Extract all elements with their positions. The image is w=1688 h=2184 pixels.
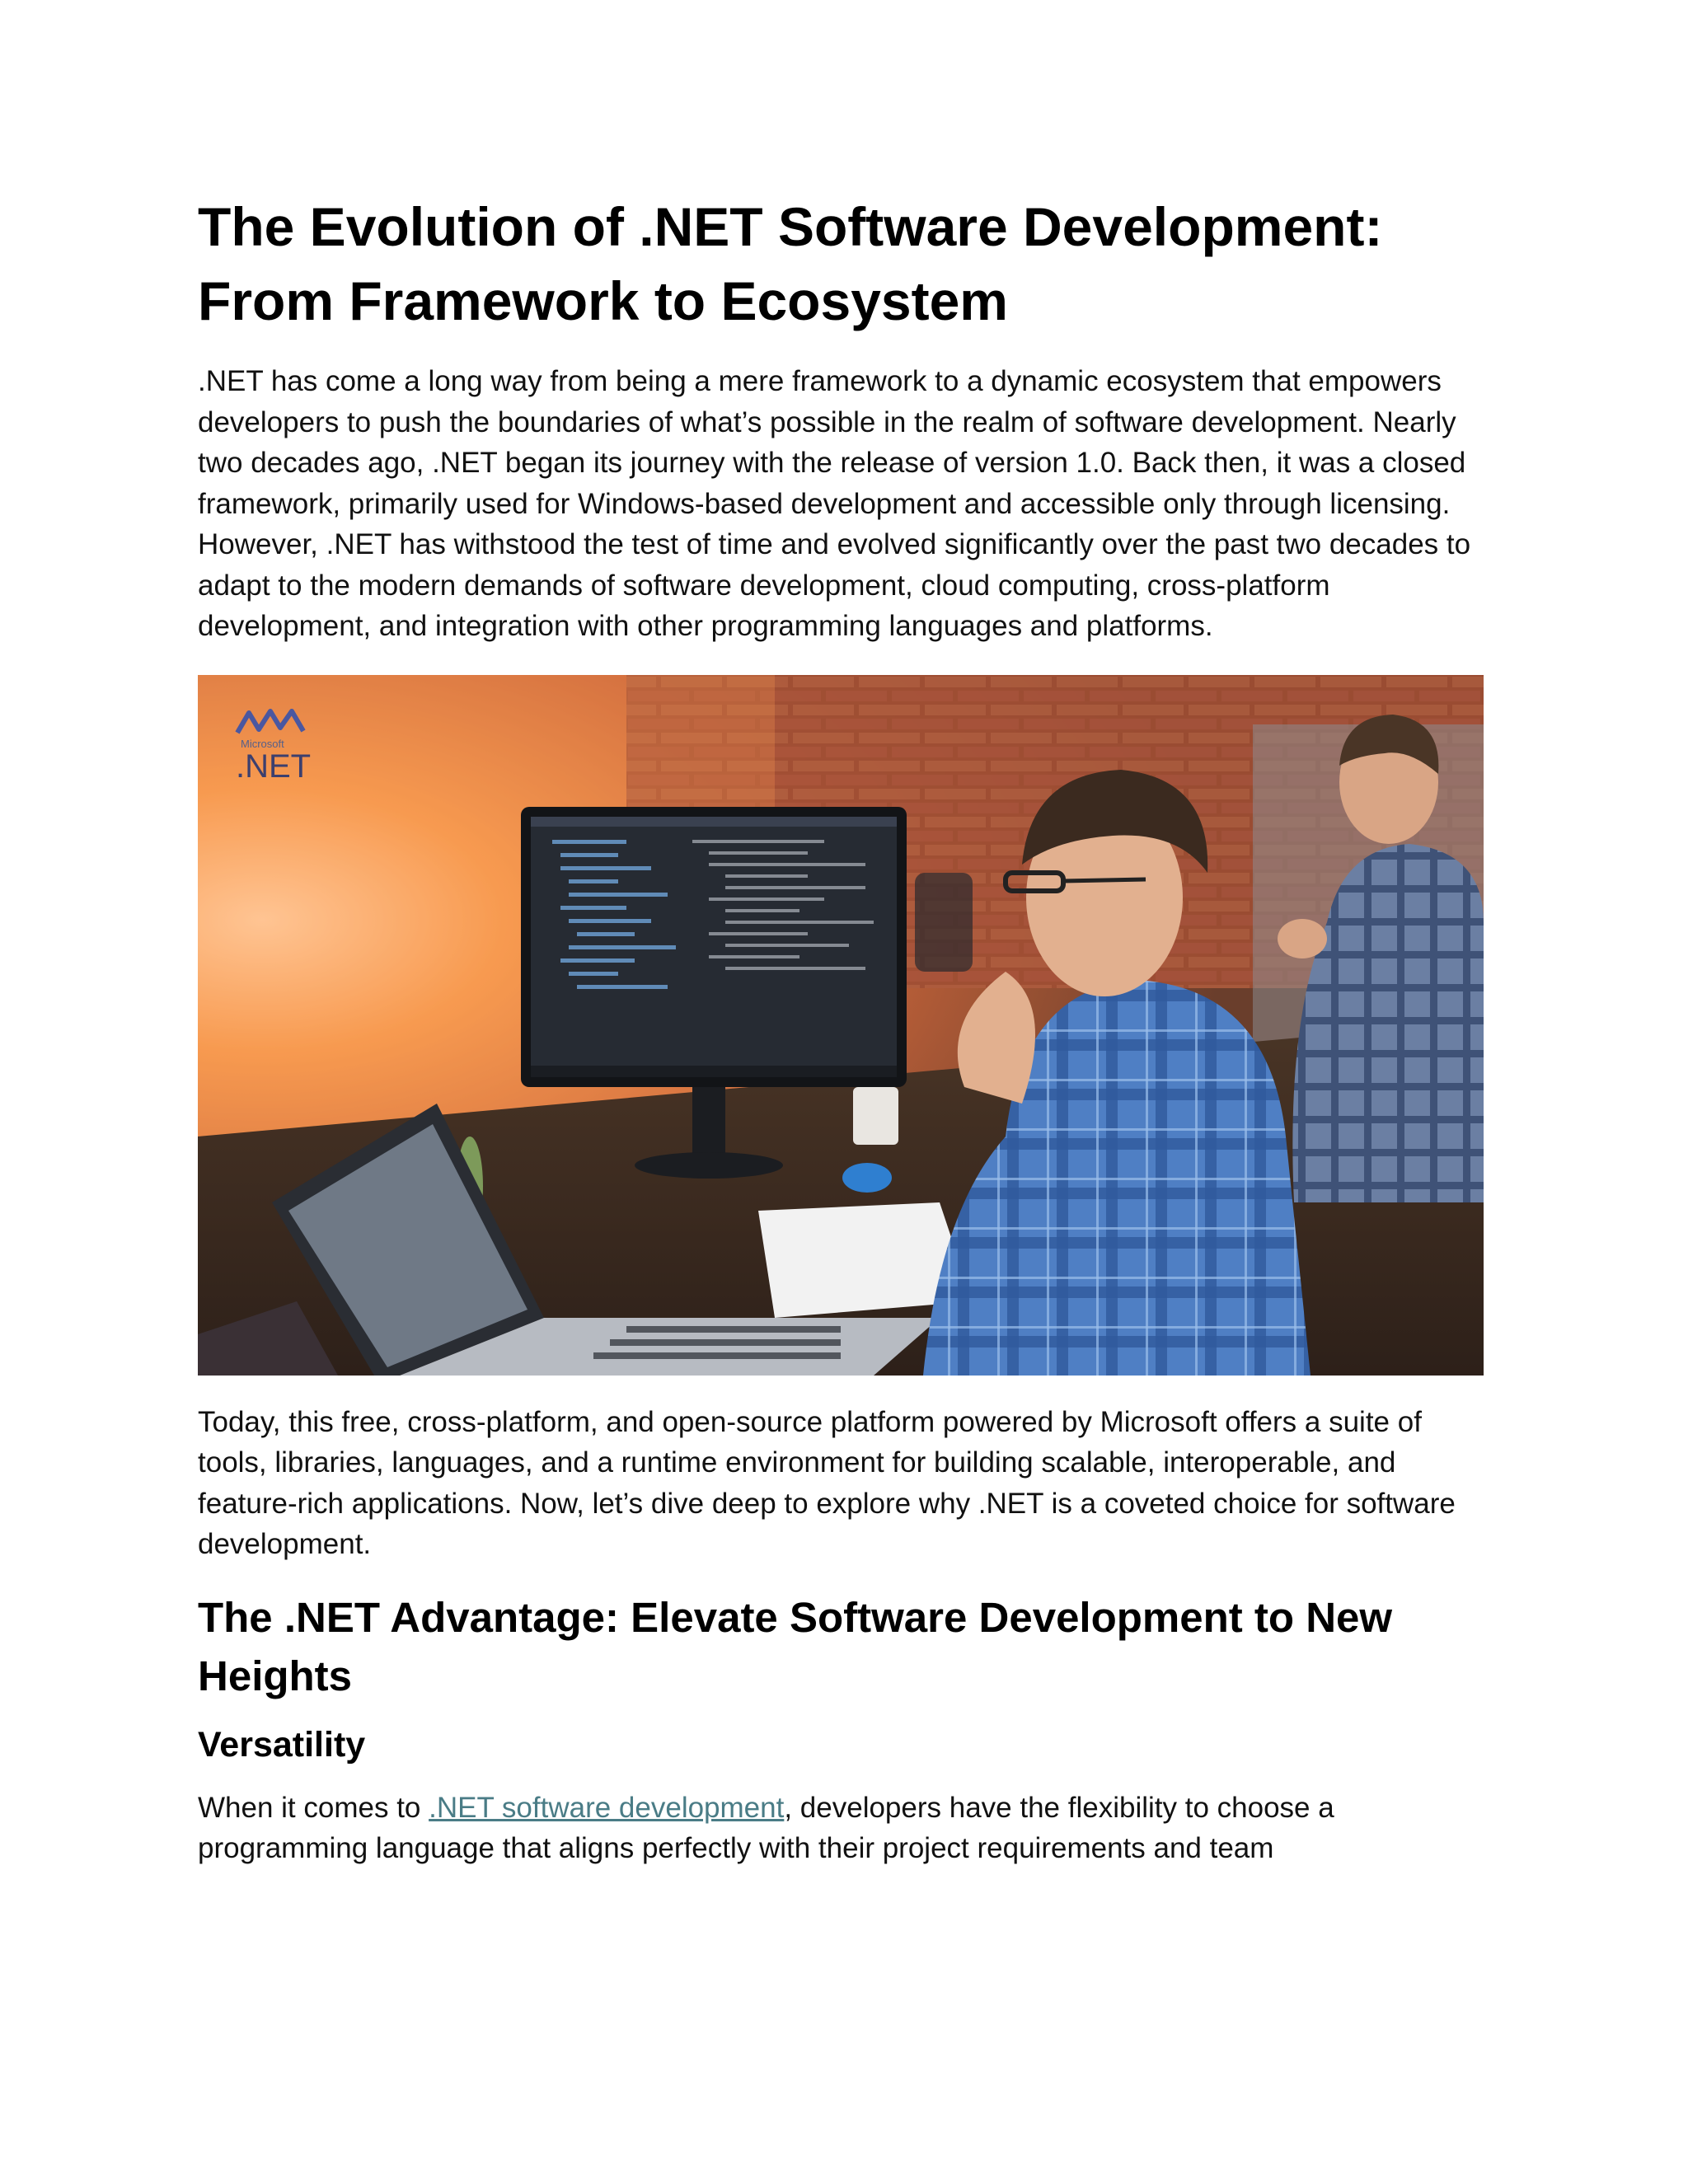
page-title: The Evolution of .NET Software Development: From Framework to Ecosystem (198, 196, 1383, 331)
versatility-text-after: , developers have the flexibility to choose a programming language that aligns perfectly with their project requirements and team (198, 1791, 1334, 1864)
dotnet-logo (234, 708, 316, 783)
dotnet-development-link[interactable]: .NET software development (429, 1791, 785, 1824)
section-heading: The .NET Advantage: Elevate Software Development to New Heights (198, 1593, 1393, 1699)
logo-small-text: Microsoft (241, 737, 284, 750)
hero-image (198, 675, 1484, 1376)
versatility-paragraph (198, 1788, 1484, 1869)
after-image-paragraph: Today, this free, cross-platform, and open-source platform powered by Microsoft offers a suite of tools, libraries, languages, and a runtime environment for building scalable, interoperable, and feature-rich applications. Now, let’s dive deep to explore why .NET is a coveted choice for software development. (198, 1405, 1456, 1560)
logo-text: .NET (236, 748, 312, 785)
versatility-text-before: When it comes to (198, 1791, 429, 1824)
dotnet-wave-icon (234, 708, 308, 736)
article (198, 190, 1484, 1869)
intro-paragraph: .NET has come a long way from being a mere framework to a dynamic ecosystem that empowers developers to push the boundaries of what’s possible in the realm of software development. Nearly two decades ago, .NET began its journey with the release of version 1.0. Back then, it was a closed framework, primarily used for Windows-based development and accessible only through licensing. However, .NET has withstood the test of time and evolved significantly over the past two decades to adapt to the modern demands of software development, cloud computing, cross-platform development, and integration with other programming languages and platforms. (198, 365, 1471, 642)
office-scene-illustration (198, 675, 1484, 1376)
subsection-heading: Versatility (198, 1724, 366, 1765)
